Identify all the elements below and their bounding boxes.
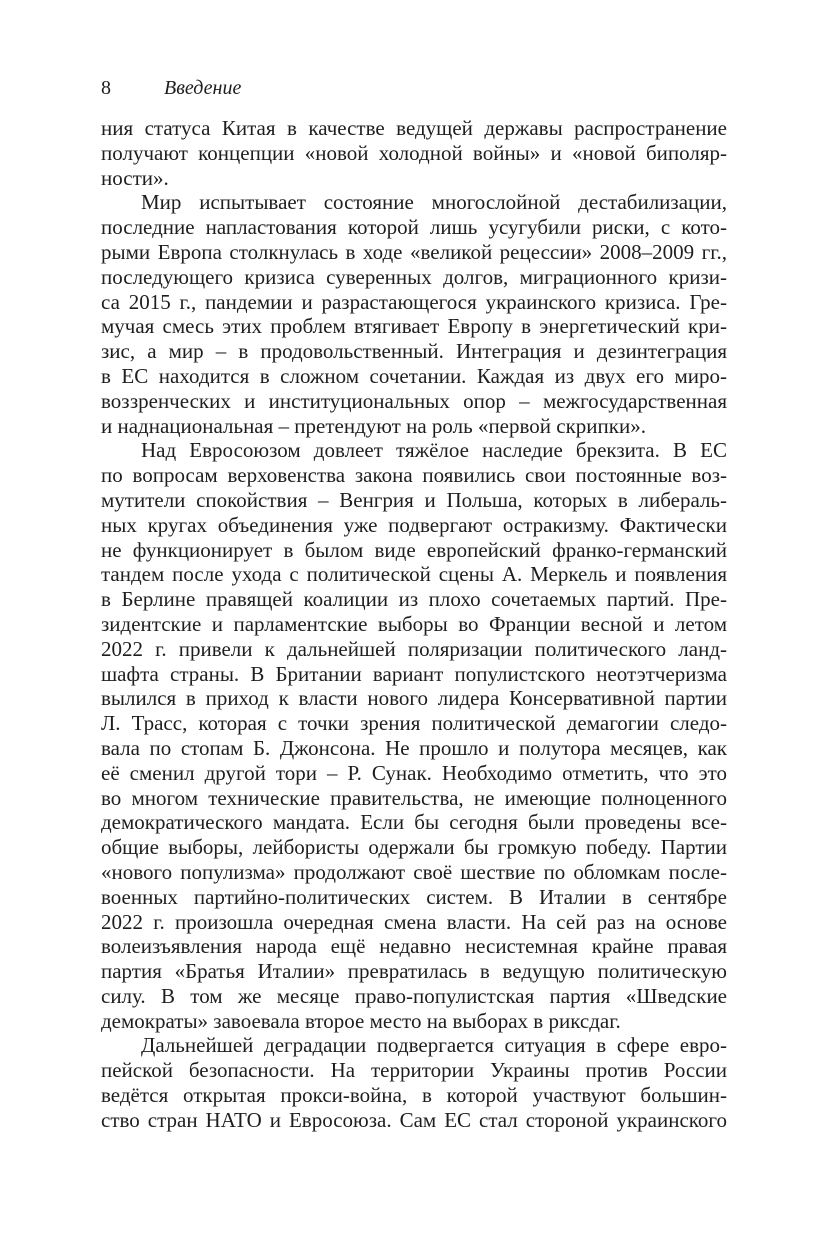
text-line: в ЕС находится в сложном сочетании. Каждая из двух его миро-	[101, 363, 727, 388]
text-line: её сменил другой тори – Р. Сунак. Необходимо отметить, что это	[101, 760, 727, 785]
text-line: ности».	[101, 165, 169, 190]
text-line: и наднациональная – претендуют на роль «первой скрипки».	[101, 413, 646, 438]
text-line: ство стран НАТО и Евросоюза. Сам ЕС стал стороной украинского	[101, 1107, 727, 1132]
text-line: последние напластования которой лишь усугубили риски, с кото-	[101, 215, 727, 240]
text-line: Л. Трасс, которая с точки зрения политической демагогии следо-	[101, 711, 727, 736]
page-number: 8	[101, 77, 111, 99]
text-line: ведётся открытая прокси-война, в которой участвуют большин-	[101, 1083, 727, 1108]
page-header	[101, 74, 241, 102]
text-line: «нового популизма» продолжают своё шествие по обломкам после-	[101, 859, 727, 884]
text-line: ных кругах объединения уже подвергают остракизму. Фактически	[101, 512, 727, 537]
text-line: зидентские и парламентские выборы во Франции весной и летом	[101, 611, 727, 636]
paragraph	[101, 438, 727, 1033]
text-line: волеизъявления народа ещё недавно несистемная крайне правая	[101, 934, 727, 959]
text-line: зис, а мир – в продовольственный. Интеграция и дезинтеграция	[101, 339, 727, 364]
text-line: вала по стопам Б. Джонсона. Не прошло и полутора месяцев, как	[101, 735, 727, 760]
text-line: Мир испытывает состояние многослойной дестабилизации,	[141, 190, 727, 215]
text-line: по вопросам верховенства закона появились свои постоянные воз-	[101, 463, 727, 488]
text-line: Дальнейшей деградации подвергается ситуация в сфере евро-	[141, 1033, 727, 1058]
text-line: демократического мандата. Если бы сегодня были проведены все-	[101, 810, 727, 835]
text-line: 2022 г. произошла очередная смена власти. На сей раз на основе	[101, 909, 727, 934]
text-line: в Берлине правящей коалиции из плохо сочетаемых партий. Пре-	[101, 587, 727, 612]
text-line: демократы» завоевала второе место на выборах в риксдаг.	[101, 1008, 621, 1033]
text-line: Над Евросоюзом довлеет тяжёлое наследие брекзита. В ЕС	[141, 438, 727, 463]
text-line: последующего кризиса суверенных долгов, миграционного кризи-	[101, 264, 727, 289]
text-line: мучая смесь этих проблем втягивает Европу в энергетический кри-	[101, 314, 727, 339]
text-line: партия «Братья Италии» превратилась в ведущую политическую	[101, 959, 727, 984]
text-line: рыми Европа столкнулась в ходе «великой рецессии» 2008–2009 гг.,	[101, 239, 727, 264]
text-line: общие выборы, лейбористы одержали бы громкую победу. Партии	[101, 835, 727, 860]
text-line: силу. В том же месяце право-популистская партия «Шведские	[101, 983, 727, 1008]
text-line: военных партийно-политических систем. В Италии в сентябре	[101, 884, 727, 909]
text-line: вылился в приход к власти нового лидера Консервативной партии	[101, 686, 727, 711]
paragraph	[101, 116, 727, 190]
text-line: ния статуса Китая в качестве ведущей державы распространение	[101, 116, 727, 140]
text-line: 2022 г. привели к дальнейшей поляризации политического ланд-	[101, 636, 727, 661]
body-text	[101, 116, 727, 1133]
text-line: са 2015 г., пандемии и разрастающегося украинского кризиса. Гре-	[101, 289, 727, 314]
paragraph	[101, 1033, 727, 1132]
text-line: тандем после ухода с политической сцены А. Меркель и появления	[101, 562, 727, 587]
text-line: шафта страны. В Британии вариант популистского неотэтчеризма	[101, 661, 727, 686]
text-line: не функционирует в былом виде европейский франко-германский	[101, 537, 727, 562]
text-line: получают концепции «новой холодной войны» и «новой биполяр-	[101, 140, 727, 165]
paragraph	[101, 190, 727, 438]
text-line: во многом технические правительства, не имеющие полноценного	[101, 785, 727, 810]
running-title: Введение	[164, 77, 242, 99]
text-line: воззренческих и институциональных опор – межгосударственная	[101, 388, 727, 413]
text-line: мутители спокойствия – Венгрия и Польша, которых в либераль-	[101, 487, 727, 512]
text-line: пейской безопасности. На территории Украины против России	[101, 1058, 727, 1083]
